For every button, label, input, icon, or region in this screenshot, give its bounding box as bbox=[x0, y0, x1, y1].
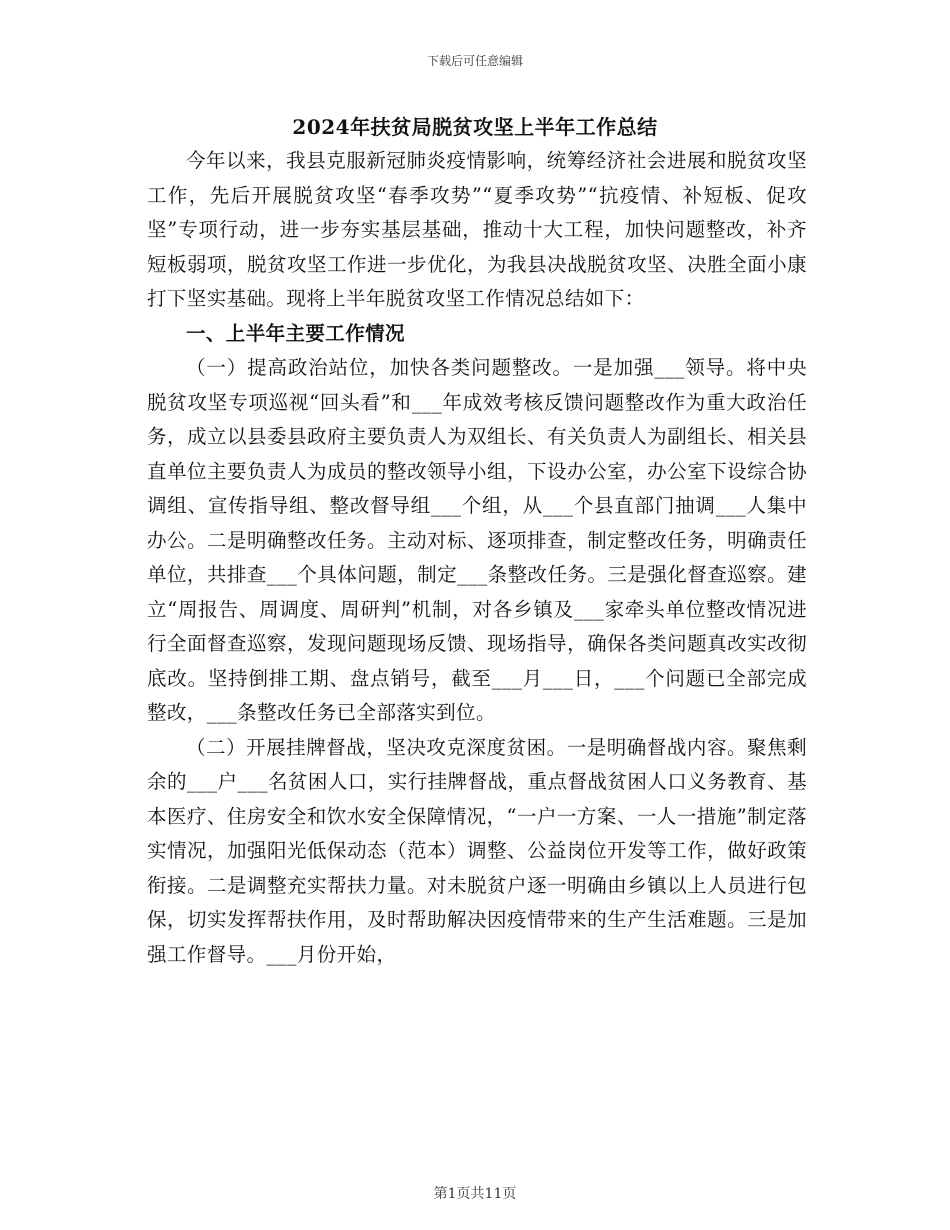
body-paragraph-2: （二）开展挂牌督战，坚决攻克深度贫困。一是明确督战内容。聚焦剩余的___户___名贫困人口，实行挂牌督战，重点督战贫困人口义务教育、基本医疗、住房安全和饮水安全保障情况，“一户一方案、一人一措施”制定落实情况，加强阳光低保动态（范本）调整、公益岗位开发等工作，做好政策衔接。二是调整充实帮扶力量。对未脱贫户逐一明确由乡镇以上人员进行包保，切实发挥帮扶作用，及时帮助解决因疫情带来的生产生活难题。三是加强工作督导。___月份开始， bbox=[147, 735, 807, 966]
section-heading: 一、上半年主要工作情况 bbox=[186, 321, 405, 345]
document-title: 2024年扶贫局脱贫攻坚上半年工作总结 bbox=[292, 115, 658, 139]
body-paragraph-1: （一）提高政治站位，加快各类问题整改。一是加强___领导。将中央脱贫攻坚专项巡视“回头看”和___年成效考核反馈问题整改作为重大政治任务，成立以县委县政府主要负责人为双组长、有关负责人为副组长、相关县直单位主要负责人为成员的整改领导小组，下设办公室，办公室下设综合协调组、宣传指导组、整改督导组___个组，从___个县直部门抽调___人集中办公。二是明确整改任务。主动对标、逐项排查，制定整改任务，明确责任单位，共排查___个具体问题，制定___条整改任务。三是强化督查巡察。建立“周报告、周调度、周研判”机制，对各乡镇及___家牵头单位整改情况进行全面督查巡察，发现问题现场反馈、现场指导，确保各类问题真改实改彻底改。坚持倒排工期、盘点销号，截至___月___日，___个问题已全部完成整改，___条整改任务已全部落实到位。 bbox=[147, 356, 807, 724]
page-header-note: 下载后可任意编辑 bbox=[426, 54, 523, 68]
document-body bbox=[147, 144, 807, 972]
intro-paragraph: 今年以来，我县克服新冠肺炎疫情影响，统筹经济社会进展和脱贫攻坚工作，先后开展脱贫攻坚“春季攻势”“夏季攻势”“抗疫情、补短板、促攻坚”专项行动，进一步夯实基层基础，推动十大工程，加快问题整改，补齐短板弱项，脱贫攻坚工作进一步优化，为我县决战脱贫攻坚、决胜全面小康打下坚实基础。现将上半年脱贫攻坚工作情况总结如下： bbox=[147, 149, 807, 310]
page-number: 第1页共11页 bbox=[433, 1186, 517, 1202]
